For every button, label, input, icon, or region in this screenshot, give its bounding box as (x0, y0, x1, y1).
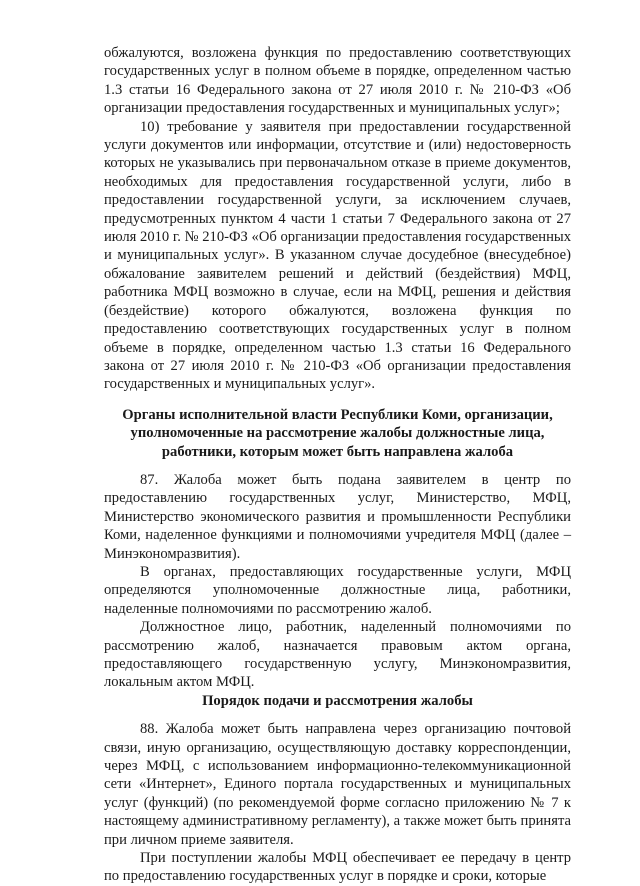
paragraph-responsible-officials: В органах, предоставляющих государственные услуги, МФЦ определяются уполномоченные должностные лица, работники, наделенные полномочиями по рассмотрению жалоб. (104, 563, 571, 617)
paragraph-continuation: обжалуются, возложена функция по предоставлению соответствующих государственных услуг в полном объеме в порядке, определенном частью 1.3 статьи 16 Федерального закона от 27 июля 2010 г. № 210-ФЗ «Об организации предоставления государственных и муниципальных услуг»; (104, 45, 571, 117)
section-heading-submission-procedure: Порядок подачи и рассмотрения жалобы (202, 692, 473, 709)
document-page (104, 44, 571, 886)
paragraph-official-appointment: Должностное лицо, работник, наделенный полномочиями по рассмотрению жалоб, назначается правовым актом органа, предоставляющего государственную услугу, Минэкономразвития, локальным актом МФЦ. (104, 619, 571, 691)
paragraph-87: 87. Жалоба может быть подана заявителем в центр по предоставлению государственных услуг, Министерство, МФЦ, Министерство экономического развития и промышленности Республики Коми, наделенное функциями и полномочиями учредителя МФЦ (далее – Минэкономразвития). (104, 471, 571, 562)
section-heading-complaint-bodies: Органы исполнительной власти Республики Коми, организации, уполномоченные на рассмотрение жалобы должностные лица, работники, которым может быть направлена жалоба (122, 406, 553, 460)
paragraph-item-10: 10) требование у заявителя при предоставлении государственной услуги документов или информации, отсутствие и (или) недостоверность которых не указывались при первоначальном отказе в приеме документов, необходимых для предоставления государственной услуги, либо в предоставлении государственной услуги, за исключением случаев, предусмотренных пунктом 4 части 1 статьи 7 Федерального закона от 27 июля 2010 г. № 210-ФЗ «Об организации предоставления государственных и муниципальных услуг». В указанном случае досудебное (внесудебное) обжалование заявителем решений и действий (бездействия) МФЦ, работника МФЦ возможно в случае, если на МФЦ, решения и действия (бездействие) которого обжалуются, возложена функция по предоставлению соответствующих государственных услуг в полном объеме в порядке, определенном частью 1.3 статьи 16 Федерального закона от 27 июля 2010 г. № 210-ФЗ «Об организации предоставления государственных и муниципальных услуг». (104, 118, 571, 393)
paragraph-mfc-transfer: При поступлении жалобы МФЦ обеспечивает ее передачу в центр по предоставлению государственных услуг в порядке и сроки, которые (104, 850, 571, 885)
paragraph-88: 88. Жалоба может быть направлена через организацию почтовой связи, иную организацию, осуществляющую доставку корреспонденции, через МФЦ, с использованием информационно-телекоммуникационной сети «Интернет», Единого портала государственных и муниципальных услуг (функций) (по рекомендуемой форме согласно приложению № 7 к настоящему административному регламенту), а также может быть принята при личном приеме заявителя. (104, 721, 571, 848)
